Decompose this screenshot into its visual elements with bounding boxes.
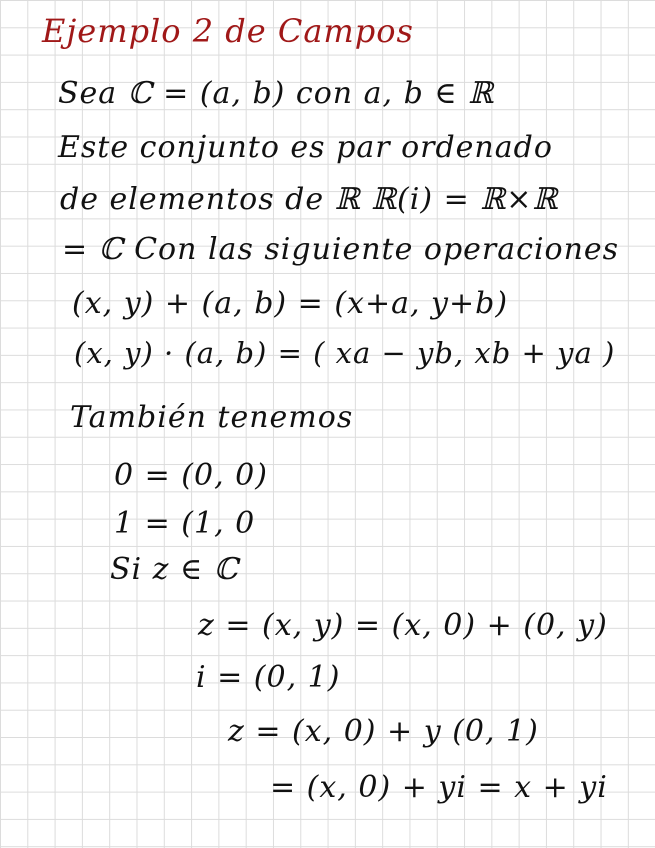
- text-line: (x, y) · (a, b) = ( xa − yb, xb + ya ): [74, 336, 616, 370]
- text-line: (x, y) + (a, b) = (x+a, y+b): [72, 286, 509, 321]
- page-title: Ejemplo 2 de Campos: [42, 12, 414, 50]
- text-line: También tenemos: [70, 400, 354, 435]
- text-line: Si z ∈ ℂ: [110, 552, 239, 587]
- text-line: 0 = (0, 0): [114, 458, 268, 493]
- text-line: de elementos de ℝ ℝ(i) = ℝ×ℝ: [60, 182, 559, 217]
- text-line: z = (x, y) = (x, 0) + (0, y): [198, 608, 608, 643]
- text-line: = (x, 0) + yi = x + yi: [270, 770, 608, 805]
- text-line: i = (0, 1): [196, 660, 341, 695]
- text-line: = ℂ Con las siguiente operaciones: [62, 232, 620, 267]
- text-line: z = (x, 0) + y (0, 1): [228, 714, 539, 749]
- text-line: Sea ℂ = (a, b) con a, b ∈ ℝ: [58, 76, 495, 111]
- text-line: 1 = (1, 0: [114, 506, 256, 541]
- text-line: Este conjunto es par ordenado: [58, 130, 553, 165]
